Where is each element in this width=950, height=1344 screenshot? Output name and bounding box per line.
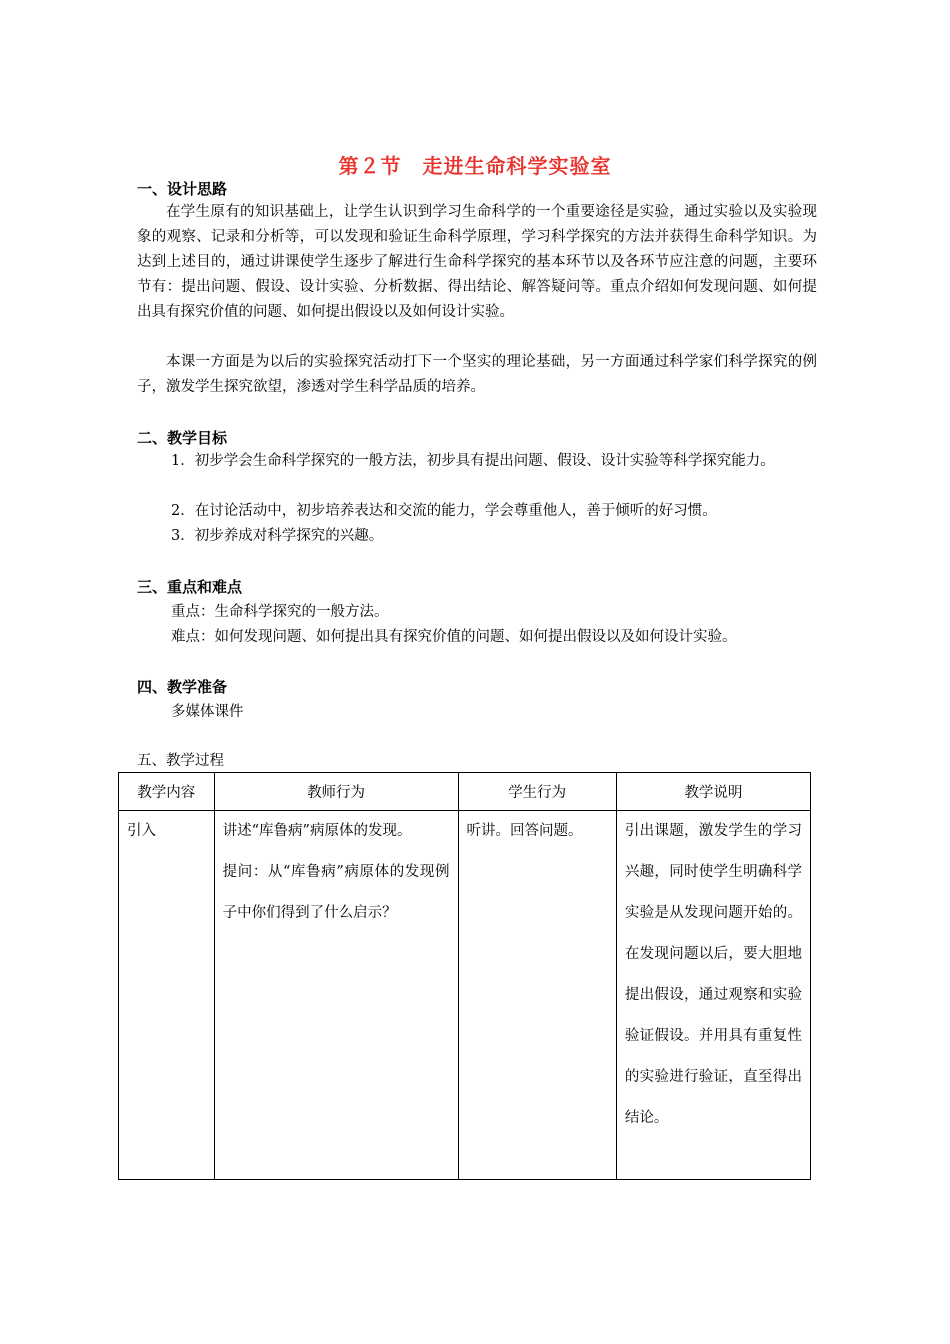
difficult-point: 难点：如何发现问题、如何提出具有探究价值的问题、如何提出假设以及如何设计实验。 (171, 629, 737, 645)
preparation-text: 多媒体课件 (171, 704, 244, 720)
table-header-cell: 教师行为 (214, 773, 458, 811)
design-paragraph-2: 本课一方面是为以后的实验探究活动打下一个坚实的理论基础，另一方面通过科学家们科学探究的例子，激发学生探究欲望，渗透对学生科学品质的培养。 (137, 354, 817, 395)
table-cell-student (458, 811, 616, 1180)
objective-item: 1．初步学会生命科学探究的一般方法，初步具有提出问题、假设、设计实验等科学探究能力。 (171, 453, 775, 469)
table-header-cell: 教学说明 (616, 773, 810, 811)
table-header-cell: 学生行为 (458, 773, 616, 811)
section-heading-process: 五、教学过程 (137, 753, 224, 769)
cell-text: 听讲。回答问题。 (466, 823, 583, 839)
table-header-row (119, 773, 811, 811)
page-title: 第２节 走进生命科学实验室 (338, 154, 612, 178)
objective-item: 2．在讨论活动中，初步培养表达和交流的能力，学会尊重他人，善于倾听的好习惯。 (171, 503, 717, 519)
design-paragraph-1: 在学生原有的知识基础上，让学生认识到学习生命科学的一个重要途径是实验，通过实验以及实验现象的观察、记录和分析等，可以发现和验证生命科学原理，学习科学探究的方法并获得生命科学知识。为达到上述目的，通过讲课使学生逐步了解进行生命科学探究的基本环节以及各环节应注意的问题，主要环节有：提出问题、假设、设计实验、分析数据、得出结论、解答疑问等。重点介绍如何发现问题、如何提出具有探究价值的问题、如何提出假设以及如何设计实验。 (137, 204, 817, 320)
table-row (119, 811, 811, 1180)
section-heading-design: 一、设计思路 (137, 180, 228, 198)
table-cell-content (119, 811, 215, 1180)
section-heading-key-points: 三、重点和难点 (137, 578, 243, 596)
cell-text: 提问：从“库鲁病”病原体的发现例子中你们得到了什么启示？ (222, 864, 450, 921)
section-heading-preparation: 四、教学准备 (137, 678, 228, 696)
table-header-cell: 教学内容 (119, 773, 215, 811)
cell-text: 引入 (127, 823, 156, 839)
key-point: 重点：生命科学探究的一般方法。 (171, 604, 389, 620)
cell-text: 引出课题，激发学生的学习兴趣，同时使学生明确科学实验是从发现问题开始的。在发现问题以后，要大胆地提出假设，通过观察和实验验证假设。并用具有重复性的实验进行验证，直至得出结论。 (624, 823, 802, 1126)
table-cell-note (616, 811, 810, 1180)
objective-item: 3．初步养成对科学探究的兴趣。 (171, 528, 384, 544)
section-heading-objectives: 二、教学目标 (137, 429, 228, 447)
table-cell-teacher (214, 811, 458, 1180)
cell-text: 讲述“库鲁病”病原体的发现。 (222, 823, 412, 839)
process-table (118, 772, 811, 1180)
